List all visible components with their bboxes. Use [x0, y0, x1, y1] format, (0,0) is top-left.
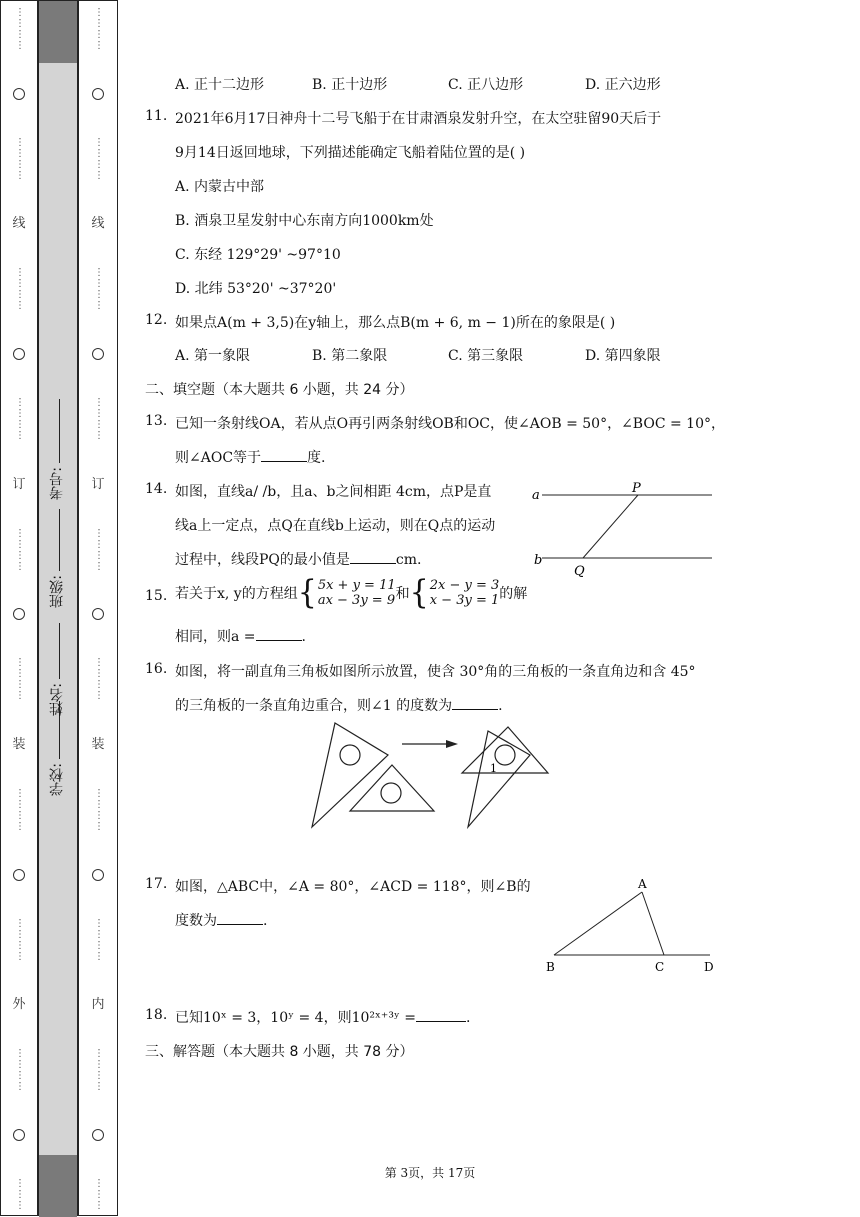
q13-line2-post: 度. [307, 450, 326, 466]
combined-triangle-45 [462, 727, 548, 773]
arrow-right-icon [446, 740, 458, 748]
label-p: P [632, 481, 641, 496]
exam-no-label: 考号: [49, 467, 65, 500]
q16-line1: 如图，将一副直角三角板如图所示放置，使含 30°角的三角板的一条直角边和含 45° [175, 664, 696, 680]
q18-line [175, 1007, 471, 1027]
q15-system-2 [409, 573, 500, 612]
label-D: D [704, 960, 714, 974]
q14-line3-pre: 过程中，线段PQ的最小值是 [175, 552, 350, 568]
q13-number: 13. [145, 413, 168, 429]
q15-number: 15. [145, 588, 168, 604]
circle-mark [92, 348, 104, 360]
q17-line1: 如图，△ABC中，∠A = 80°，∠ACD = 118°，则∠B的 [175, 879, 531, 895]
inner-char-zhuang: 装 [91, 737, 105, 753]
q13-line1: 已知一条射线OA，若从点O再引两条射线OB和OC，使∠AOB = 50°，∠BOC = 10°， [175, 416, 725, 432]
angle-1-label: 1 [490, 762, 497, 775]
section-2-heading: 二、填空题（本大题共 6 小题，共 24 分） [145, 382, 414, 398]
label-A: A [638, 877, 647, 891]
label-b: b [534, 553, 543, 568]
q15-answer-blank[interactable] [256, 640, 302, 641]
q15-sys1-eq2: ax − 3y = 9 [317, 593, 396, 608]
binding-strip-outer [0, 0, 38, 1216]
q12-option-b: B. 第二象限 [312, 348, 388, 364]
inner-char-line: 线 [91, 216, 105, 232]
q15-sys2-eq2: x − 3y = 1 [429, 593, 500, 608]
circle-mark [13, 869, 25, 881]
q11-line1: 2021年6月17日神舟十二号飞船于在甘肃酒泉发射升空，在太空驻留90天后于 [175, 111, 662, 127]
q12-option-d: D. 第四象限 [585, 348, 661, 364]
class-underline [59, 509, 60, 571]
label-B: B [546, 960, 555, 974]
circle-mark [92, 88, 104, 100]
combined-triangle-30 [468, 731, 530, 827]
circle-mark [92, 608, 104, 620]
q10-option-c: C. 正八边形 [448, 77, 524, 93]
q14-line1: 如图，直线a/ /b，且a、b之间相距 4cm，点P是直 [175, 484, 492, 500]
q17-answer-blank[interactable] [217, 924, 263, 925]
q15-mid: 和 [395, 586, 410, 602]
q18-post: . [466, 1010, 471, 1026]
side-ac [642, 892, 664, 955]
q15-post: 的解 [499, 586, 528, 602]
segment-pq [583, 495, 638, 558]
outer-dotted-line: ⋯⋯⋯⋯ ⋯⋯⋯⋯ 线 ⋯⋯⋯⋯ ⋯⋯⋯⋯ 订 ⋯⋯⋯⋯ ⋯⋯⋯⋯ 装 ⋯⋯⋯⋯ ⋯⋯⋯⋯ 外 ⋯⋯⋯⋯ ⋯⋯⋯ [12, 7, 26, 1211]
q15-sys1-eq1: 5x + y = 11 [317, 578, 396, 593]
q12-text: 如果点A(m + 3,5)在y轴上，那么点B(m + 6, m − 1)所在的象限是( ) [175, 315, 616, 331]
label-q: Q [574, 564, 585, 578]
q11-line2: 9月14日返回地球，下列描述能确定飞船着陆位置的是( ) [175, 145, 526, 161]
q15-line1 [175, 573, 528, 612]
q11-option-d: D. 北纬 53°20' ~37°20' [175, 281, 337, 297]
triangle-hole [381, 783, 401, 803]
inner-char-ding: 订 [91, 476, 105, 492]
circle-mark [13, 88, 25, 100]
q13-line2 [175, 447, 325, 467]
q12-option-c: C. 第三象限 [448, 348, 524, 364]
outer-char-zhuang: 装 [12, 737, 26, 753]
circle-mark [13, 1129, 25, 1141]
name-underline [59, 623, 60, 679]
q15-pre: 若关于x, y的方程组 [175, 586, 298, 602]
class-label: 班级: [49, 575, 65, 608]
circle-mark [92, 1129, 104, 1141]
q14-answer-blank[interactable] [350, 563, 396, 564]
q17-figure [540, 875, 720, 975]
q16-number: 16. [145, 661, 168, 677]
q13-line2-pre: 则∠AOC等于 [175, 450, 262, 466]
q15-system-1 [297, 573, 396, 612]
q14-line2: 线a上一定点，点Q在直线b上运动，则在Q点的运动 [175, 518, 496, 534]
outer-char-line: 线 [12, 216, 26, 232]
outer-char-ding: 订 [12, 476, 26, 492]
q15-line2 [175, 626, 306, 646]
circle-mark [92, 869, 104, 881]
q17-number: 17. [145, 876, 168, 892]
q11-option-a: A. 内蒙古中部 [175, 179, 265, 195]
brace-icon: { [409, 573, 429, 612]
q12-number: 12. [145, 312, 168, 328]
q17-line2-pre: 度数为 [175, 913, 217, 929]
inner-dotted-line: ⋯⋯⋯⋯ ⋯⋯⋯⋯ 线 ⋯⋯⋯⋯ ⋯⋯⋯⋯ 订 ⋯⋯⋯⋯ ⋯⋯⋯⋯ 装 ⋯⋯⋯⋯ ⋯⋯⋯⋯ 内 ⋯⋯⋯⋯ ⋯⋯⋯ [91, 7, 105, 1211]
q14-number: 14. [145, 481, 168, 497]
q18-text: 已知10ˣ = 3，10ʸ = 4，则10²ˣ⁺³ʸ = [175, 1010, 417, 1026]
q14-figure [530, 478, 720, 578]
circle-mark [13, 348, 25, 360]
q16-figure [300, 715, 560, 833]
section-3-heading: 三、解答题（本大题共 8 小题，共 78 分） [145, 1044, 414, 1060]
label-C: C [655, 960, 665, 974]
q16-line2-post: . [498, 698, 503, 714]
brace-icon: { [297, 573, 317, 612]
triangle-hole [340, 745, 360, 765]
q15-line2-post: . [301, 629, 306, 645]
q17-line2-post: . [263, 913, 268, 929]
q14-line3 [175, 549, 421, 569]
q18-answer-blank[interactable] [416, 1021, 466, 1022]
circle-mark [13, 608, 25, 620]
gray-block-top [39, 1, 77, 63]
q17-line2 [175, 910, 267, 930]
q11-option-c: C. 东经 129°29' ~97°10 [175, 247, 341, 263]
q15-sys2-eq1: 2x − y = 3 [429, 578, 500, 593]
triangle-45 [350, 765, 434, 811]
exam-no-underline [59, 399, 60, 463]
q14-line3-post: cm. [395, 552, 422, 568]
binding-strip-inner [78, 0, 118, 1216]
q12-option-a: A. 第一象限 [175, 348, 251, 364]
side-ab [554, 892, 642, 955]
page-footer: 第 3页，共 17页 [384, 1166, 476, 1180]
q10-option-b: B. 正十边形 [312, 77, 388, 93]
q11-option-b: B. 酒泉卫星发射中心东南方向1000km处 [175, 213, 434, 229]
outer-char-wai: 外 [12, 997, 26, 1013]
q10-option-a: A. 正十二边形 [175, 77, 265, 93]
q16-line2-pre: 的三角板的一条直角边重合，则∠1 的度数为 [175, 698, 453, 714]
q16-answer-blank[interactable] [452, 709, 498, 710]
name-label: 姓名: [49, 683, 65, 716]
label-a: a [532, 488, 540, 503]
q18-number: 18. [145, 1007, 168, 1023]
q15-line2-pre: 相同，则a = [175, 629, 256, 645]
inner-char-nei: 内 [91, 997, 105, 1013]
binding-strip-fields [38, 0, 78, 1216]
q13-answer-blank[interactable] [261, 461, 307, 462]
q16-line2 [175, 695, 503, 715]
q10-option-d: D. 正六边形 [585, 77, 661, 93]
triangle-hole [495, 745, 515, 765]
q11-number: 11. [145, 108, 168, 124]
school-label: 学校: [49, 763, 65, 796]
